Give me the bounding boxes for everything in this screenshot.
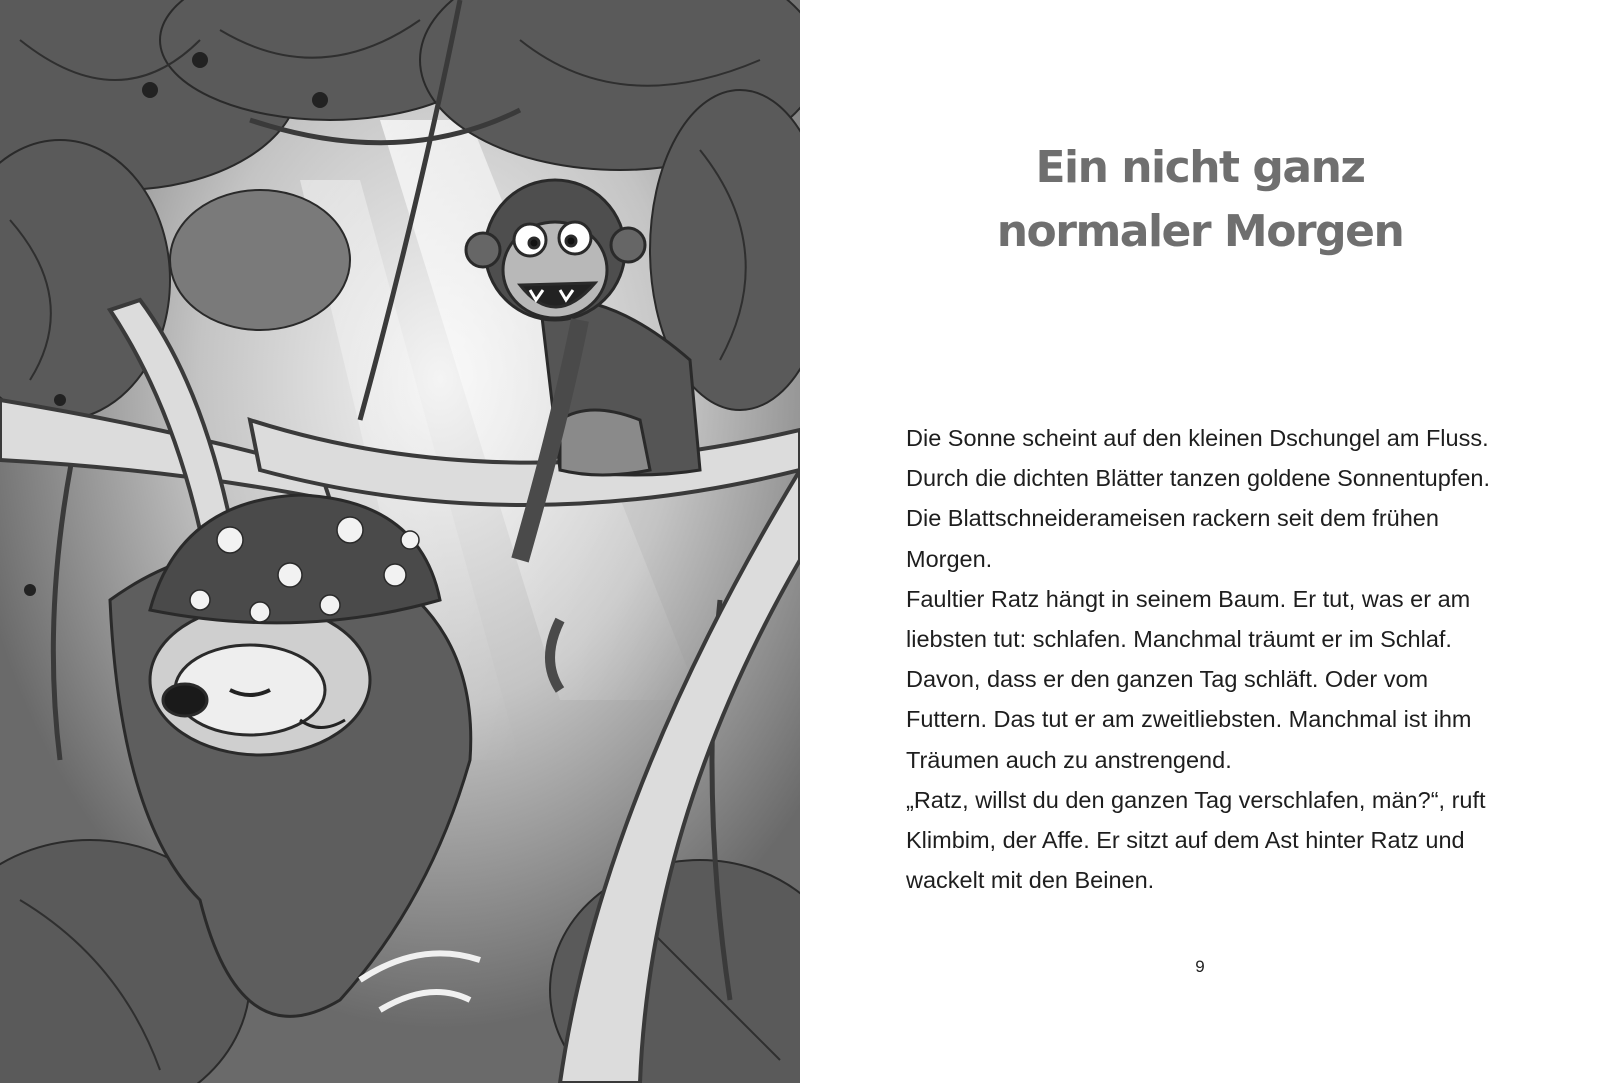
paragraph: „Ratz, willst du den ganzen Tag verschlafen, män?“, ruft Klimbim, der Affe. Er sitzt auf dem Ast hinter Ratz und wackelt mit den Beinen. [906, 786, 1486, 894]
page-number: 9 [1195, 957, 1205, 976]
chapter-title-line-2: normaler Morgen [996, 206, 1404, 257]
chapter-title-line-1: Ein nicht ganz [1035, 142, 1365, 193]
paragraph: Die Sonne scheint auf den kleinen Dschungel am Fluss. Durch die dichten Blätter tanzen goldene Sonnentupfen. Die Blattschneiderameisen rackern seit dem frühen Morgen. [906, 425, 1491, 572]
paragraph: Faultier Ratz hängt in seinem Baum. Er tut, was er am liebsten tut: schlafen. Manchmal träumt er im Schlaf. Davon, dass er den ganzen Tag schläft. Oder vom Futtern. Das tut er am zweitliebsten. Manchmal ist ihm Träumen auch zu anstrengend. [906, 585, 1472, 773]
story-text [906, 418, 1506, 900]
text-page [800, 0, 1600, 1083]
chapter-title [800, 136, 1600, 264]
